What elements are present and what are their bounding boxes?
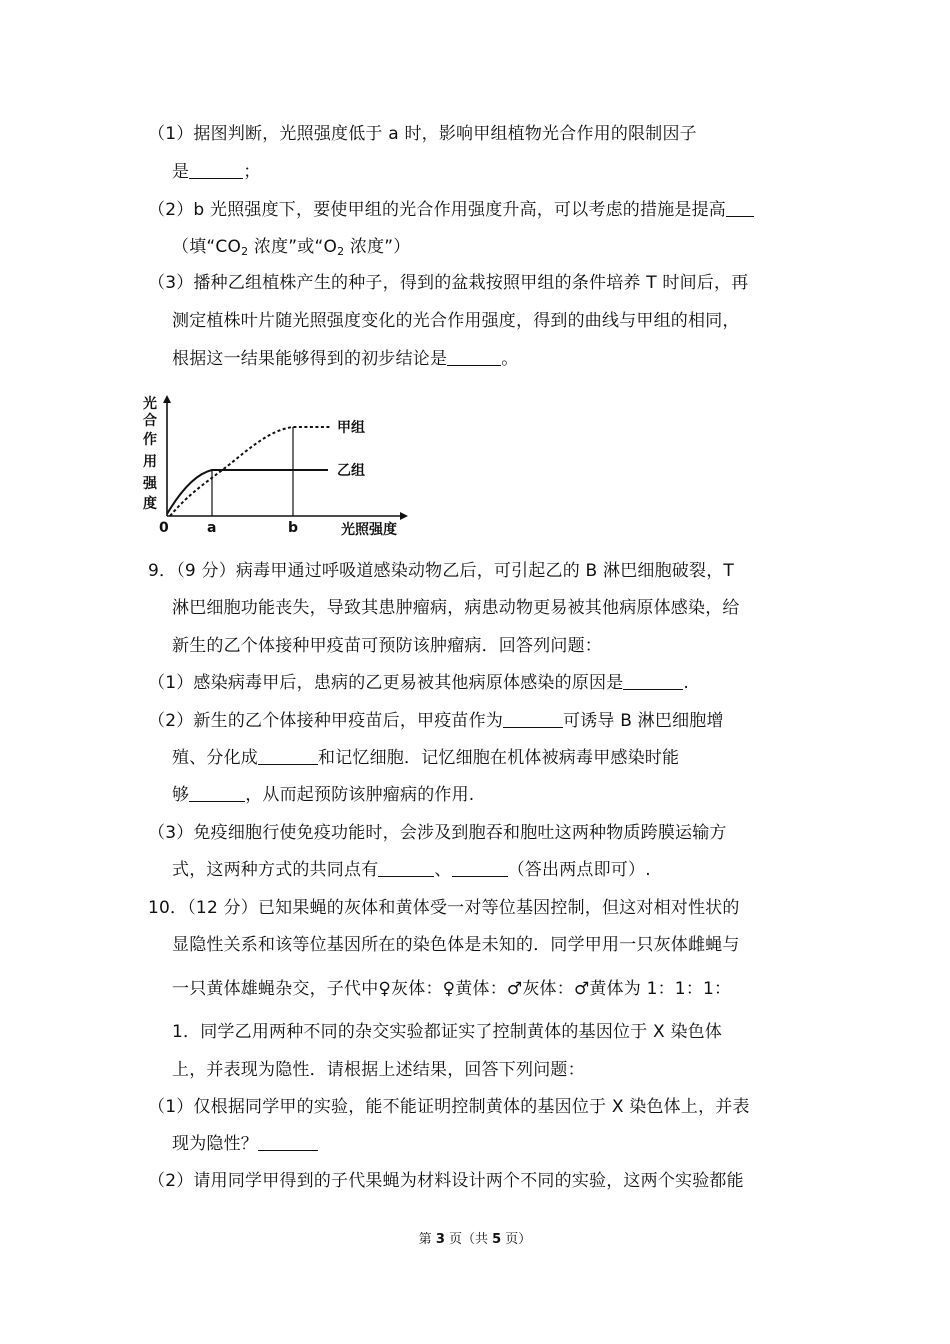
q10-line4: 1．同学乙用两种不同的杂交实验都证实了控制黄体的基因位于 X 染色体	[172, 1022, 723, 1042]
y-label-char: 作	[143, 432, 157, 448]
q9-line3: 新生的乙个体接种甲疫苗可预防该肿瘤病．回答列问题：	[172, 636, 602, 656]
q9-part2-line3: 够 ，从而起预防该肿瘤病的作用.	[172, 785, 475, 805]
q10-line1: 10．（12 分）已知果蝇的灰体和黄体受一对等位基因控制，但这对相对性状的	[148, 898, 740, 918]
q9-part2-line1: （2）新生的乙个体接种甲疫苗后，甲疫苗作为 可诱导 B 淋巴细胞增	[148, 711, 724, 731]
answer-blank[interactable]	[623, 673, 683, 690]
q8-part3-line1: （3）播种乙组植株产生的种子，得到的盆栽按照甲组的条件培养 T 时间后，再	[148, 273, 749, 293]
page-footer: 第 3 页（共 5 页）	[418, 1232, 532, 1247]
q10-part2-line1: （2）请用同学甲得到的子代果蝇为材料设计两个不同的实验，这两个实验都能	[148, 1171, 744, 1191]
x-axis-label: 光照强度	[341, 522, 397, 538]
y-label-char: 合	[143, 413, 157, 429]
q8-part1-line1: （1）据图判断，光照强度低于 a 时，影响甲组植物光合作用的限制因子	[148, 124, 697, 144]
answer-blank[interactable]	[189, 162, 243, 179]
light-photosynthesis-graph	[140, 392, 420, 542]
q10-line2: 显隐性关系和该等位基因所在的染色体是未知的．同学甲用一只灰体雌蝇与	[172, 935, 740, 955]
q9-part3-line1: （3）免疫细胞行使免疫功能时，会涉及到胞吞和胞吐这两种物质跨膜运输方	[148, 823, 727, 843]
series-label-jia: 甲组	[337, 420, 365, 436]
y-label-char: 强	[143, 476, 157, 492]
q10-line3: 一只黄体雄蝇杂交，子代中♀灰体：♀黄体：♂灰体：♂黄体为 1：1：1：	[172, 979, 732, 999]
x-axis-arrow	[400, 512, 408, 520]
q8-part1-line2: 是 ；	[172, 162, 261, 182]
y-label-char: 光	[143, 396, 157, 412]
answer-blank[interactable]	[258, 748, 318, 765]
tick-label-b: b	[288, 520, 299, 536]
y-axis-arrow	[163, 395, 171, 403]
q8-part2-line2: （填“$CO_2$ 浓度”或“$O_2$ 浓度”）	[172, 237, 411, 258]
answer-blank[interactable]	[258, 1134, 318, 1151]
answer-blank[interactable]	[452, 860, 508, 877]
q8-part2-line1: （2）b 光照强度下，要使甲组的光合作用强度升高，可以考虑的措施是提高	[148, 199, 754, 221]
tick-label-a: a	[207, 520, 217, 536]
q8-part3-line3: 根据这一结果能够得到的初步结论是 。	[172, 349, 519, 369]
origin-label: 0	[159, 520, 169, 536]
q10-part1-line1: （1）仅根据同学甲的实验，能不能证明控制黄体的基因位于 X 染色体上，并表	[148, 1097, 750, 1117]
y-label-char: 度	[143, 496, 157, 512]
q10-part1-line2: 现为隐性？	[172, 1133, 318, 1155]
answer-blank[interactable]	[503, 711, 563, 728]
q9-part1: （1）感染病毒甲后，患病的乙更易被其他病原体感染的原因是 .	[148, 673, 690, 693]
q9-part3-line2: 式，这两种方式的共同点有 、 （答出两点即可）.	[172, 860, 651, 880]
y-label-char: 用	[143, 454, 157, 470]
q9-line2: 淋巴细胞功能丧失，导致其患肿瘤病，病患动物更易被其他病原体感染，给	[172, 598, 740, 618]
answer-blank[interactable]	[447, 349, 501, 366]
series-label-yi: 乙组	[337, 463, 365, 479]
q10-line5: 上，并表现为隐性．请根据上述结果，回答下列问题：	[172, 1060, 585, 1080]
q9-line1: 9．（9 分）病毒甲通过呼吸道感染动物乙后，可引起乙的 B 淋巴细胞破裂，T	[148, 561, 734, 581]
answer-blank[interactable]	[189, 785, 245, 802]
series-yi-line	[167, 470, 328, 514]
q8-part3-line2: 测定植株叶片随光照强度变化的光合作用强度，得到的曲线与甲组的相同，	[172, 311, 740, 331]
series-jia-line	[170, 427, 330, 516]
answer-blank[interactable]	[378, 860, 434, 877]
answer-blank[interactable]	[726, 200, 754, 217]
y-axis-label	[142, 395, 158, 512]
q9-part2-line2: 殖、分化成 和记忆细胞．记忆细胞在机体被病毒甲感染时能	[172, 748, 680, 768]
